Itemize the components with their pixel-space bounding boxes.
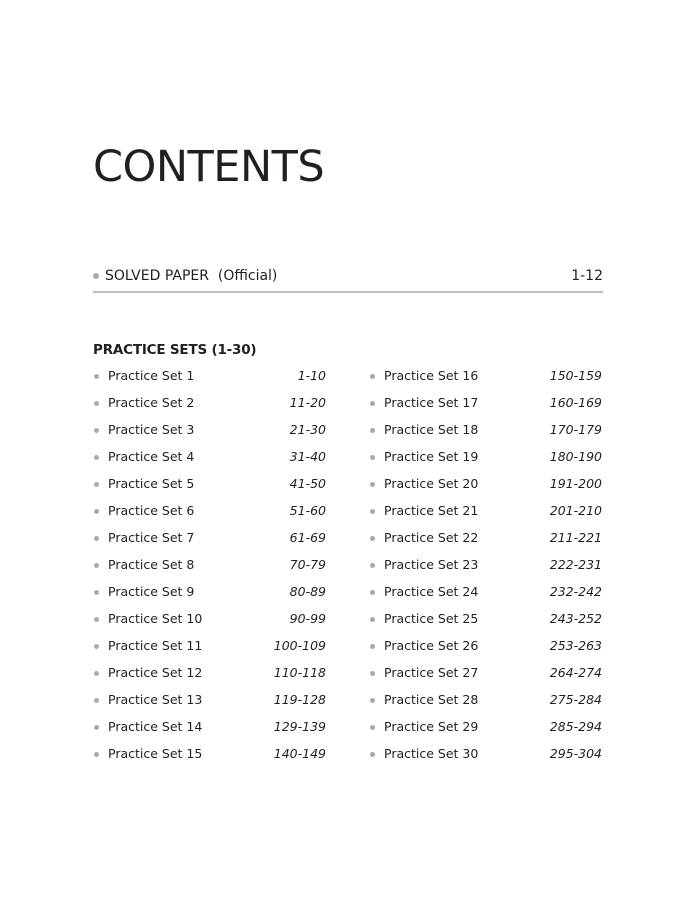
bullet-icon — [94, 428, 99, 433]
practice-set-name: Practice Set 7 — [108, 530, 195, 545]
practice-set-entry[interactable] — [370, 557, 602, 584]
bullet-icon — [94, 455, 99, 460]
practice-set-pages: 119-128 — [273, 692, 326, 707]
practice-set-entry[interactable] — [94, 503, 326, 530]
bullet-icon — [370, 617, 375, 622]
practice-set-entry[interactable] — [370, 476, 602, 503]
practice-set-name: Practice Set 21 — [384, 503, 479, 518]
practice-set-name: Practice Set 22 — [384, 530, 479, 545]
practice-set-name: Practice Set 12 — [108, 665, 203, 680]
solved-paper-pages: 1-12 — [571, 268, 603, 284]
practice-set-entry[interactable] — [370, 719, 602, 746]
practice-set-entry[interactable] — [94, 638, 326, 665]
practice-set-pages: 253-263 — [549, 638, 602, 653]
bullet-icon — [94, 590, 99, 595]
practice-set-name: Practice Set 29 — [384, 719, 479, 734]
practice-sets-left-column — [94, 368, 326, 773]
practice-set-entry[interactable] — [370, 503, 602, 530]
practice-set-name: Practice Set 28 — [384, 692, 479, 707]
bullet-icon — [370, 698, 375, 703]
bullet-icon — [94, 698, 99, 703]
bullet-icon — [370, 752, 375, 757]
practice-set-name: Practice Set 24 — [384, 584, 479, 599]
practice-set-pages: 1-10 — [297, 368, 326, 383]
practice-set-name: Practice Set 19 — [384, 449, 479, 464]
bullet-icon — [94, 725, 99, 730]
solved-paper-label: SOLVED PAPER (Official) — [105, 268, 278, 284]
practice-set-entry[interactable] — [94, 584, 326, 611]
practice-set-name: Practice Set 20 — [384, 476, 479, 491]
bullet-icon — [370, 428, 375, 433]
bullet-icon — [370, 671, 375, 676]
practice-set-entry[interactable] — [370, 449, 602, 476]
practice-set-pages: 41-50 — [289, 476, 326, 491]
bullet-icon — [94, 644, 99, 649]
practice-set-entry[interactable] — [370, 584, 602, 611]
practice-set-pages: 232-242 — [549, 584, 602, 599]
practice-set-pages: 51-60 — [289, 503, 326, 518]
practice-set-pages: 170-179 — [549, 422, 602, 437]
practice-set-name: Practice Set 3 — [108, 422, 195, 437]
practice-set-name: Practice Set 16 — [384, 368, 479, 383]
practice-set-pages: 110-118 — [273, 665, 326, 680]
practice-set-pages: 150-159 — [549, 368, 602, 383]
bullet-icon — [94, 401, 99, 406]
practice-set-entry[interactable] — [370, 746, 602, 773]
practice-set-entry[interactable] — [94, 395, 326, 422]
bullet-icon — [370, 509, 375, 514]
practice-set-name: Practice Set 6 — [108, 503, 195, 518]
practice-set-pages: 129-139 — [273, 719, 326, 734]
practice-set-entry[interactable] — [94, 449, 326, 476]
practice-set-name: Practice Set 10 — [108, 611, 203, 626]
practice-set-name: Practice Set 23 — [384, 557, 479, 572]
practice-set-name: Practice Set 1 — [108, 368, 195, 383]
practice-set-pages: 70-79 — [289, 557, 326, 572]
bullet-icon — [94, 509, 99, 514]
bullet-icon — [93, 273, 99, 279]
practice-set-entry[interactable] — [94, 368, 326, 395]
practice-set-name: Practice Set 8 — [108, 557, 195, 572]
bullet-icon — [94, 374, 99, 379]
bullet-icon — [370, 644, 375, 649]
practice-sets-heading: PRACTICE SETS (1-30) — [93, 342, 257, 358]
practice-set-name: Practice Set 17 — [384, 395, 479, 410]
practice-set-pages: 264-274 — [549, 665, 602, 680]
practice-set-entry[interactable] — [94, 746, 326, 773]
practice-set-entry[interactable] — [370, 638, 602, 665]
practice-sets-right-column — [370, 368, 602, 773]
practice-set-entry[interactable] — [94, 557, 326, 584]
practice-set-entry[interactable] — [94, 530, 326, 557]
bullet-icon — [94, 563, 99, 568]
bullet-icon — [370, 590, 375, 595]
bullet-icon — [94, 671, 99, 676]
bullet-icon — [94, 617, 99, 622]
practice-set-pages: 21-30 — [289, 422, 326, 437]
bullet-icon — [370, 725, 375, 730]
practice-set-entry[interactable] — [370, 665, 602, 692]
solved-paper-entry[interactable] — [93, 268, 603, 286]
practice-set-name: Practice Set 11 — [108, 638, 203, 653]
bullet-icon — [94, 482, 99, 487]
practice-set-pages: 222-231 — [549, 557, 602, 572]
practice-set-entry[interactable] — [94, 719, 326, 746]
bullet-icon — [370, 401, 375, 406]
practice-set-pages: 211-221 — [549, 530, 602, 545]
practice-set-entry[interactable] — [370, 530, 602, 557]
bullet-icon — [94, 536, 99, 541]
page-title: CONTENTS — [93, 142, 325, 192]
bullet-icon — [370, 563, 375, 568]
practice-set-pages: 295-304 — [549, 746, 602, 761]
practice-set-name: Practice Set 26 — [384, 638, 479, 653]
bullet-icon — [370, 374, 375, 379]
practice-set-pages: 285-294 — [549, 719, 602, 734]
practice-set-name: Practice Set 5 — [108, 476, 195, 491]
practice-set-pages: 180-190 — [549, 449, 602, 464]
practice-set-entry[interactable] — [94, 422, 326, 449]
bullet-icon — [370, 455, 375, 460]
practice-set-pages: 140-149 — [273, 746, 326, 761]
practice-set-name: Practice Set 18 — [384, 422, 479, 437]
practice-set-name: Practice Set 30 — [384, 746, 479, 761]
practice-set-name: Practice Set 27 — [384, 665, 479, 680]
practice-set-name: Practice Set 4 — [108, 449, 195, 464]
practice-set-pages: 160-169 — [549, 395, 602, 410]
practice-set-entry[interactable] — [370, 368, 602, 395]
practice-set-entry[interactable] — [94, 476, 326, 503]
practice-set-pages: 11-20 — [289, 395, 326, 410]
practice-set-pages: 243-252 — [549, 611, 602, 626]
practice-set-name: Practice Set 14 — [108, 719, 203, 734]
practice-set-name: Practice Set 2 — [108, 395, 195, 410]
practice-set-entry[interactable] — [370, 611, 602, 638]
practice-set-pages: 275-284 — [549, 692, 602, 707]
practice-set-name: Practice Set 15 — [108, 746, 203, 761]
practice-set-entry[interactable] — [94, 665, 326, 692]
practice-set-pages: 191-200 — [549, 476, 602, 491]
practice-set-entry[interactable] — [370, 422, 602, 449]
practice-set-entry[interactable] — [370, 692, 602, 719]
practice-set-pages: 201-210 — [549, 503, 602, 518]
divider — [93, 291, 603, 293]
practice-set-name: Practice Set 25 — [384, 611, 479, 626]
bullet-icon — [94, 752, 99, 757]
practice-set-entry[interactable] — [370, 395, 602, 422]
practice-set-entry[interactable] — [94, 611, 326, 638]
bullet-icon — [370, 482, 375, 487]
practice-set-pages: 100-109 — [273, 638, 326, 653]
practice-set-pages: 90-99 — [289, 611, 326, 626]
bullet-icon — [370, 536, 375, 541]
practice-set-pages: 61-69 — [289, 530, 326, 545]
practice-set-pages: 80-89 — [289, 584, 326, 599]
practice-set-name: Practice Set 9 — [108, 584, 195, 599]
practice-set-name: Practice Set 13 — [108, 692, 203, 707]
practice-set-pages: 31-40 — [289, 449, 326, 464]
practice-set-entry[interactable] — [94, 692, 326, 719]
